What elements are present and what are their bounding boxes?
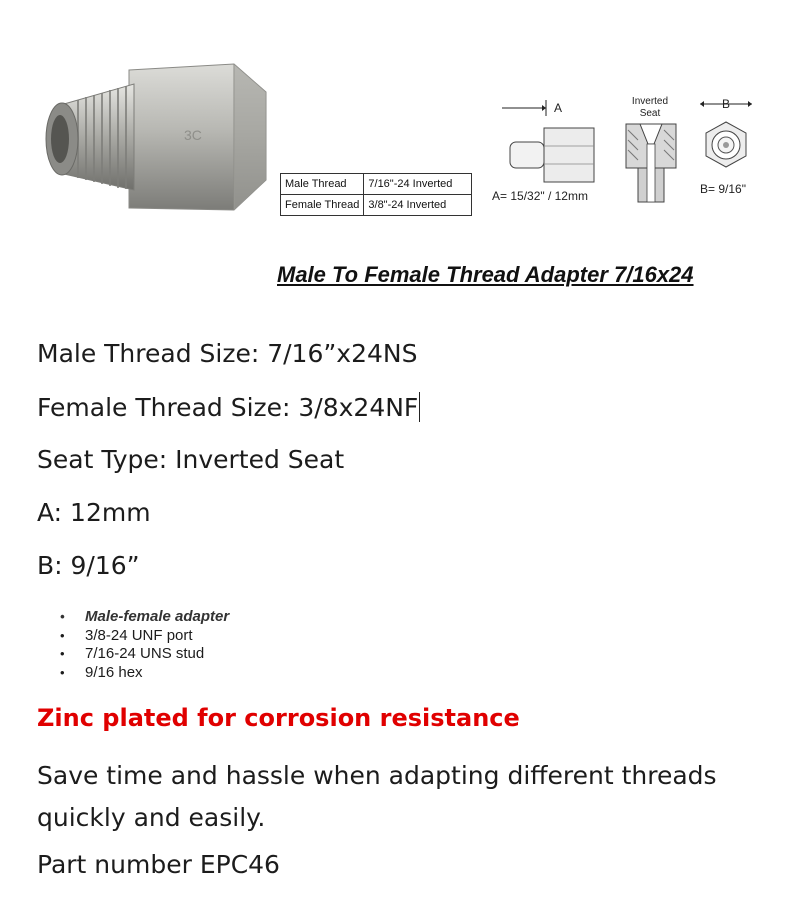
- adapter-photo: [34, 62, 274, 212]
- list-item: • 3/8-24 UNF port: [60, 627, 229, 646]
- list-item: • 9/16 hex: [60, 664, 229, 683]
- seat-label-2: Seat: [639, 108, 661, 119]
- table-cell-value: 7/16"-24 Inverted: [364, 174, 472, 195]
- table-cell-value: 3/8"-24 Inverted: [364, 195, 472, 216]
- text-cursor: [419, 392, 420, 422]
- b-label: B: [721, 97, 731, 111]
- zinc-plated-highlight: Zinc plated for corrosion resistance: [37, 704, 520, 732]
- table-cell-label: Male Thread: [281, 174, 364, 195]
- dimension-diagram: [488, 90, 768, 215]
- table-row: [281, 195, 472, 216]
- spec-female-thread-row: [37, 392, 420, 422]
- description-text: Save time and hassle when adapting different threads quickly and easily.: [37, 761, 717, 832]
- part-number: Part number EPC46: [37, 850, 280, 879]
- b-value: B= 9/16": [700, 182, 746, 196]
- table-row: [281, 174, 472, 195]
- seat-label-1: Inverted: [631, 96, 669, 107]
- spec-dimension-b: B: 9/16”: [37, 551, 140, 580]
- table-cell-label: Female Thread: [281, 195, 364, 216]
- spec-female-thread: Female Thread Size: 3/8x24NF: [37, 393, 419, 422]
- product-title: Male To Female Thread Adapter 7/16x24: [277, 262, 694, 287]
- feature-list: [60, 608, 229, 682]
- spec-male-thread: Male Thread Size: 7/16”x24NS: [37, 339, 418, 368]
- list-item: • Male-female adapter: [60, 608, 229, 627]
- svg-text:3C: 3C: [184, 127, 202, 143]
- spec-dimension-a: A: 12mm: [37, 498, 151, 527]
- a-value: A= 15/32" / 12mm: [492, 189, 588, 203]
- list-item: • 7/16-24 UNS stud: [60, 645, 229, 664]
- spec-seat-type: Seat Type: Inverted Seat: [37, 445, 345, 474]
- a-label: A: [554, 101, 563, 115]
- thread-spec-table: [280, 173, 472, 216]
